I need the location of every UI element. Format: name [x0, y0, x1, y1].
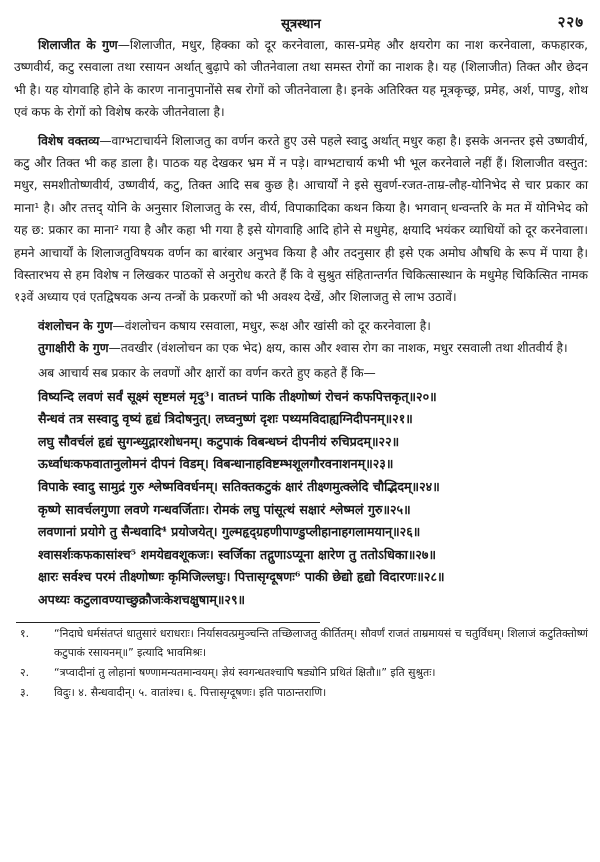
footnote-text: “त्रप्वादीनां तु लोहानां षण्णामन्यतमान्वयम्। ज्ञेयं स्वगन्धतश्चापि षड्योनि प्रथितं क्षितौ॥” इति सुश्रुतः।: [54, 665, 436, 679]
footnote-1: [14, 624, 588, 662]
verse-23: ऊर्ध्वाधःकफवातानुलोमनं दीपनं विडम्। विबन्धानाहविष्टम्भशूलगौरवनाशनम्॥२३॥: [38, 456, 394, 472]
verse-28: क्षारः सर्वश्च परमं तीक्ष्णोष्णः कृमिजिल्लघुः। पित्तासृग्दूषणः⁶ पाकी छेद्यो हृद्यो विदारणः॥२८॥: [38, 569, 445, 585]
paragraph-heading: विशेष वक्तव्य: [38, 133, 100, 148]
footnote-2: [14, 663, 588, 682]
paragraph-shilajit: [14, 34, 588, 124]
verse-21: सैन्धवं तत्र सस्वादु वृष्यं हृद्यं त्रिदोषनुत्। लघ्वनुष्णं दृशः पथ्यमविदाह्यग्निदीपनम्॥२१॥: [38, 411, 413, 427]
paragraph-text: —वंशलोचन कषाय रसवाला, मधुर, रूक्ष और खांसी को दूर करनेवाला है।: [112, 318, 431, 333]
paragraph-heading: शिलाजीत के गुण: [38, 38, 118, 52]
sanskrit-verses: [14, 386, 588, 612]
paragraph-heading: तुगाक्षीरी के गुण: [38, 341, 109, 356]
footnote-text: विदुः। ४. सैन्धवादीन्। ५. वातांश्च। ६. पित्तासृग्दूषणः। इति पाठान्तराणि।: [54, 685, 327, 699]
footnote-number: ३.: [20, 685, 30, 699]
paragraph-tugakshiri: [14, 337, 588, 359]
paragraph-vanshalochan: [14, 315, 588, 337]
paragraph-special-note: [14, 130, 588, 309]
footnote-number: २.: [20, 665, 30, 679]
verse-22: लघु सौवर्चलं हृद्यं सुगन्ध्युद्गारशोधनम्। कटुपाकं विबन्धघ्नं दीपनीयं रुचिप्रदम्॥२२॥: [38, 433, 400, 449]
verse-26: लवणानां प्रयोगे तु सैन्धवादि⁴ प्रयोजयेत्। गुल्महृद्ग्रहणीपाण्डुप्लीहानाहगलामयान्॥२६॥: [38, 524, 421, 540]
footnote-3: [14, 683, 588, 702]
verse-intro: अब आचार्य सब प्रकार के लवणों और क्षारों का वर्णन करते हुए कहते हैं कि—: [38, 365, 376, 380]
verse-24: विपाके स्वादु सामुद्रं गुरु श्लेष्मविवर्धनम्। सतिक्तकटुकं क्षारं तीक्ष्णमुत्क्लेदि चौद्भिदम्॥२४॥: [38, 479, 440, 495]
page-number: २२७: [557, 13, 584, 31]
page-header: [14, 10, 588, 34]
paragraph-text: —शिलाजीत, मधुर, हिक्का को दूर करनेवाला, कास-प्रमेह और क्षयरोग का नाश करनेवाला, कफहारक, उष्णवीर्य, कटु रसवाला तथा रसायन अर्थात् बुढ़ापे को जीतनेवाला तथा समस्त रोगों का नाशक है। यह (शिलाजीत) तिक्त और छेदन भी है। यह योगवाहि होने के कारण नानानुपानोंसे सब रोगों को जीतनेवाला है। इनके अतिरिक्त यह मूत्रकृच्छ्र, प्रमेह, अर्श, पाण्डु, शोथ एवं कफ के रोगों को विशेष करके जीतनेवाला है।: [14, 38, 588, 120]
paragraph-text: —तवखीर (वंशलोचन का एक भेद) क्षय, कास और श्वास रोग का नाशक, मधुर रसवाली तथा शीतवीर्य है।: [108, 341, 568, 356]
footnote-divider: [16, 622, 320, 623]
verse-29: अपथ्यः कटुलावण्याच्छुक्रौजःकेशचक्षुषाम्॥२९॥: [38, 592, 246, 608]
verse-25: कृष्णे सावर्चलगुणा लवणे गन्धवर्जिताः। रोमकं लघु पांसूत्थं सक्षारं श्लेष्मलं गुरु॥२५॥: [38, 501, 411, 517]
footnote-text: “निदाघे धर्मसंतप्तं धातुसारं धराधराः। निर्यासवत्प्रमुञ्चन्ति तच्छिलाजतु कीर्तितम्। सौवर्णं राजतं ताम्रमायसं च चतुर्विधम्। शिलाजं कटुतिक्तोष्णं कटुपाकं रसायनम्॥” इत्यादि भावमिश्रः।: [54, 626, 588, 659]
verse-20: विष्यन्दि लवणं सर्वं सूक्ष्मं सृष्टमलं मृदु³। वातघ्नं पाकि तीक्ष्णोष्णं रोचनं कफपित्तकृत्॥२०॥: [38, 388, 437, 404]
paragraph-text: —वाग्भटाचार्यने शिलाजतु का वर्णन करते हुए उसे पहले स्वादु अर्थात् मधुर कहा है। इसके अनन्तर इसे उष्णवीर्य, कटु और तिक्त भी कह डाला है। पाठक यह देखकर भ्रम में न पड़े। वाग्भटाचार्य कभी भी भूल करनेवाले नहीं हैं। शिलाजीत वस्तुत: मधुर, समशीतोष्णवीर्य, उष्णवीर्य, कटु, तिक्त आदि सब कुछ है। आचार्यों ने इसे सुवर्ण-रजत-ताम्र-लौह-योनिभेद से चार प्रकार का माना¹ है। और तत्तद् योनि के अनुसार शिलाजतु के रस, वीर्य, विपाकादिका कथन किया है। भगवान् धन्वन्तरि के मत में योनिभेद को यह छ: प्रकार का माना² गया है और कहा भी गया है इसे योगवाहि आदि होने से मधुमेह, क्षयादि भयंकर व्याधियों को दूर करनेवाला। हमने आचार्यों के शिलाजतुविषयक वर्णन का बारंबार अनुभव किया है और तदनुसार ही इसे एक अमोघ औषधि के रूप में पाया है। विस्तारभय से हम विशेष न लिखकर पाठकों से अनुरोध करते हैं कि वे सुश्रुत संहितान्तर्गत चिकित्सास्थान के मधुमेह चिकित्सित नामक १३वें अध्याय एवं एतद्विषयक अन्य तन्त्रों के प्रकरणों को भी अवश्य देखें, और शिलाजतु से लाभ उठावें।: [14, 133, 588, 305]
footnote-number: १.: [20, 626, 30, 640]
running-title: सूत्रस्थान: [281, 17, 321, 32]
verse-27: श्वासर्शःकफकासांश्च⁵ शमयेद्यवशूकजः। स्वर्जिका तद्गुणाऽप्यूना क्षारेण तु ततोऽधिका॥२७॥: [38, 546, 437, 562]
paragraph-heading: वंशलोचन के गुण: [38, 318, 113, 333]
